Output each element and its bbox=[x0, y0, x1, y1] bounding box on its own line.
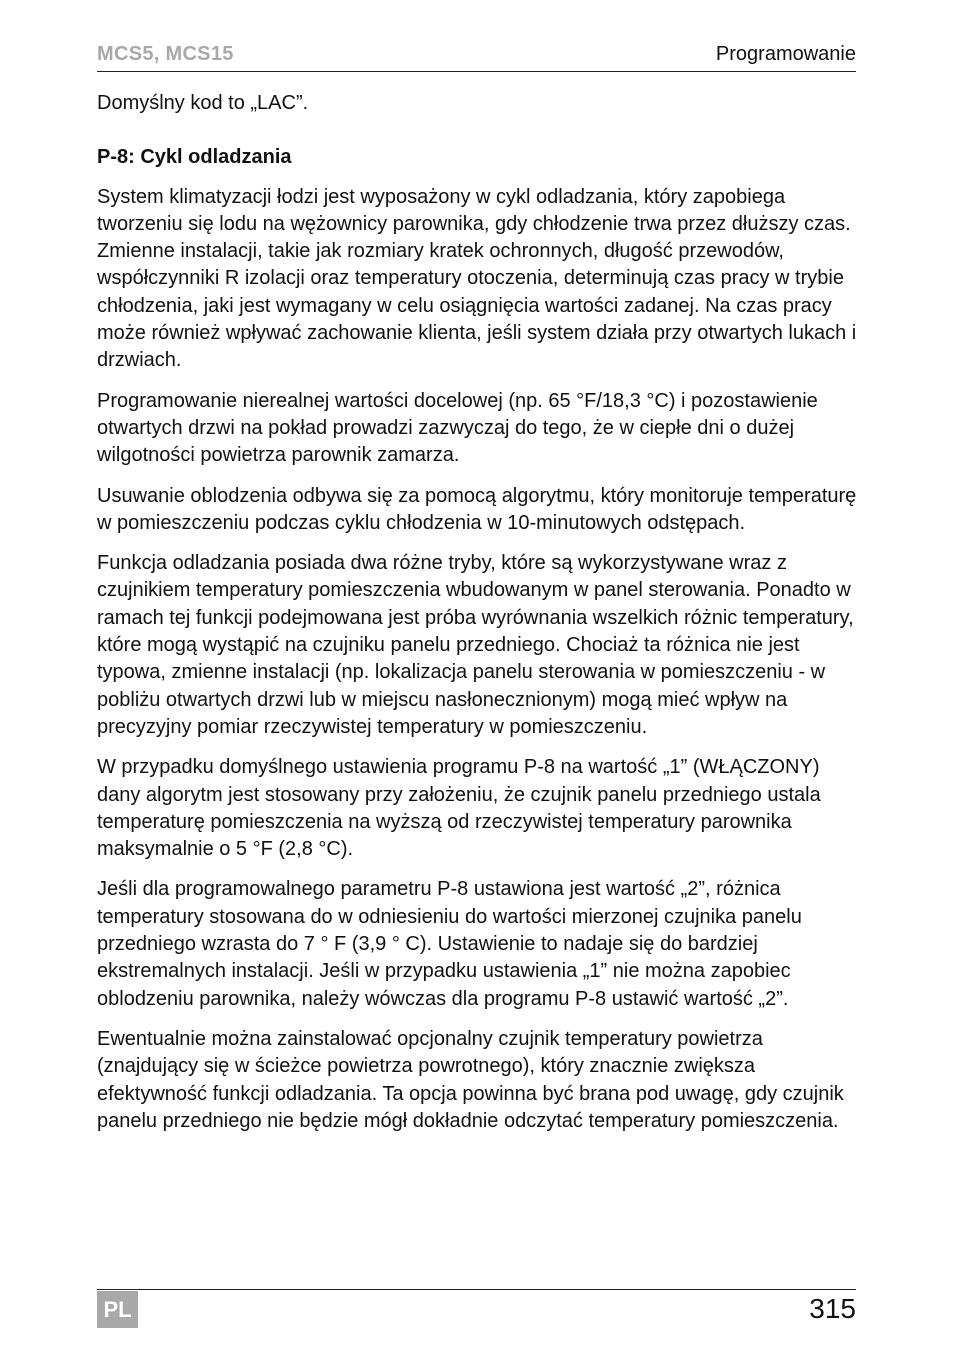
paragraph: Programowanie nierealnej wartości docelowej (np. 65 °F/18,3 °C) i pozostawienie otwartych drzwi na pokład prowadzi zazwyczaj do tego, że w ciepłe dni o dużej wilgotności powietrza parownik zamarza. bbox=[97, 389, 818, 467]
paragraph: Usuwanie oblodzenia odbywa się za pomocą algorytmu, który monitoruje temperaturę w pomieszczeniu podczas cyklu chłodzenia w 10-minutowych odstępach. bbox=[97, 484, 857, 534]
page-number: 315 bbox=[809, 1293, 856, 1324]
section-heading: P-8: Cykl odladzania bbox=[97, 146, 292, 169]
paragraph: System klimatyzacji łodzi jest wyposażony w cykl odladzania, który zapobiega tworzeniu się lodu na wężownicy parownika, gdy chłodzenie trwa przez dłuższy czas. Zmienne instalacji, takie jak rozmiary kratek ochronnych, długość przewodów, współczynniki R izolacji oraz temperatury otoczenia, determinują czas pracy w trybie chłodzenia, jaki jest wymagany w celu osiągnięcia wartości zadanej. Na czas pracy może również wpływać zachowanie klienta, jeśli system działa przy otwartych lukach i drzwiach. bbox=[97, 185, 857, 372]
page-header bbox=[97, 41, 856, 72]
paragraph: Ewentualnie można zainstalować opcjonalny czujnik temperatury powietrza (znajdujący się w ścieżce powietrza powrotnego), który znacznie zwiększa efektywność funkcji odladzania. Ta opcja powinna być brana pod uwagę, gdy czujnik panelu przedniego nie będzie mógł dokładnie odczytać temperatury pomieszczenia. bbox=[97, 1027, 844, 1132]
product-name: MCS5, MCS15 bbox=[97, 43, 234, 65]
section-title: Programowanie bbox=[715, 43, 856, 65]
language-badge: PL bbox=[97, 1291, 138, 1328]
paragraph: Funkcja odladzania posiada dwa różne tryby, które są wykorzystywane wraz z czujnikiem temperatury pomieszczenia wbudowanym w panel sterowania. Ponadto w ramach tej funkcji podejmowana jest próba wyrównania wszelkich różnic temperatury, które mogą wystąpić na czujniku panelu przedniego. Chociaż ta różnica nie jest typowa, zmienne instalacji (np. lokalizacja panelu sterowania w pomieszczeniu - w pobliżu otwartych drzwi lub w miejscu nasłonecznionym) mogą mieć wpływ na precyzyjny pomiar rzeczywistej temperatury w pomieszczeniu. bbox=[97, 552, 854, 738]
page-content bbox=[97, 90, 859, 1148]
intro-paragraph: Domyślny kod to „LAC”. bbox=[97, 92, 309, 114]
paragraph: W przypadku domyślnego ustawienia programu P-8 na wartość „1” (WŁĄCZONY) dany algorytm jest stosowany przy założeniu, że czujnik panelu przedniego ustala temperaturę pomieszczenia na wyższą od rzeczywistej temperatury parownika maksymalnie o 5 °F (2,8 °C). bbox=[97, 756, 821, 861]
footer-rule bbox=[97, 1289, 856, 1290]
paragraph: Jeśli dla programowalnego parametru P-8 ustawiona jest wartość „2”, różnica temperatury stosowana do w odniesieniu do wartości mierzonej czujnika panelu przedniego wzrasta do 7 ° F (3,9 ° C). Ustawienie to nadaje się do bardziej ekstremalnych instalacji. Jeśli w przypadku ustawienia „1” nie można zapobiec oblodzeniu parownika, należy wówczas dla programu P-8 ustawić wartość „2”. bbox=[97, 878, 802, 1010]
